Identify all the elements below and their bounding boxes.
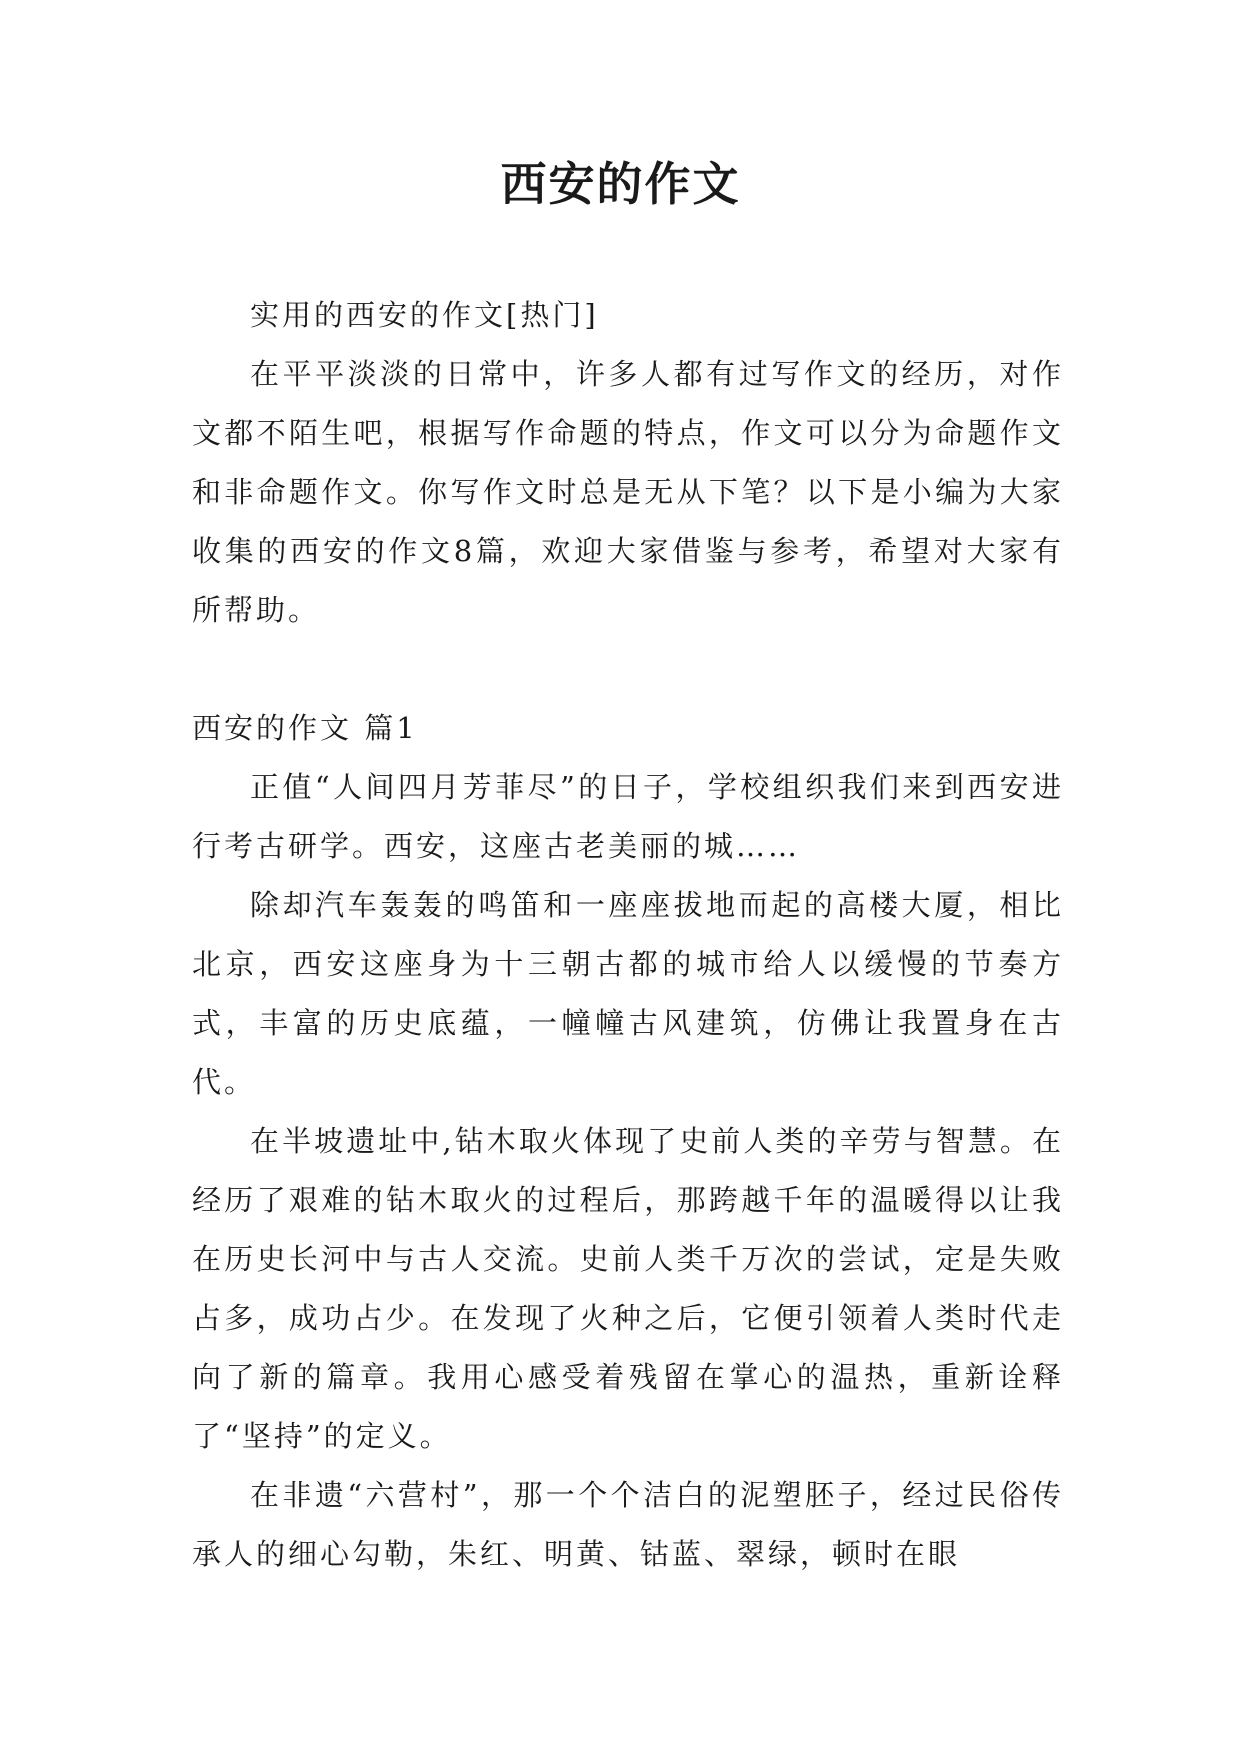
body-paragraph: 在非遗“六营村”，那一个个洁白的泥塑胚子，经过民俗传承人的细心勾勒，朱红、明黄、钴蓝、翠绿，顿时在眼 (192, 1478, 1064, 1571)
body-paragraph: 在半坡遗址中,钻木取火体现了史前人类的辛劳与智慧。在经历了艰难的钻木取火的过程后，那跨越千年的温暖得以让我在历史长河中与古人交流。史前人类千万次的尝试，定是失败占多，成功占少。在发现了火种之后，它便引领着人类时代走向了新的篇章。我用心感受着残留在掌心的温热，重新诠释了“坚持”的定义。 (192, 1124, 1064, 1453)
document-title: 西安的作文 (500, 157, 741, 211)
document-body (192, 286, 1064, 1584)
body-paragraph: 除却汽车轰轰的鸣笛和一座座拔地而起的高楼大厦，相比北京，西安这座身为十三朝古都的城市给人以缓慢的节奏方式，丰富的历史底蕴，一幢幢古风建筑，仿佛让我置身在古代。 (192, 888, 1064, 1099)
section-spacer (192, 640, 1064, 699)
intro-paragraph: 在平平淡淡的日常中，许多人都有过写作文的经历，对作文都不陌生吧，根据写作命题的特点，作文可以分为命题作文和非命题作文。你写作文时总是无从下笔？以下是小编为大家收集的西安的作文8篇，欢迎大家借鉴与参考，希望对大家有所帮助。 (192, 357, 1064, 627)
document-subtitle: 实用的西安的作文[热门] (250, 298, 599, 332)
body-paragraph: 正值“人间四月芳菲尽”的日子，学校组织我们来到西安进行考古研学。西安，这座古老美丽的城…… (192, 770, 1064, 863)
section-heading: 西安的作文 篇1 (192, 711, 418, 745)
